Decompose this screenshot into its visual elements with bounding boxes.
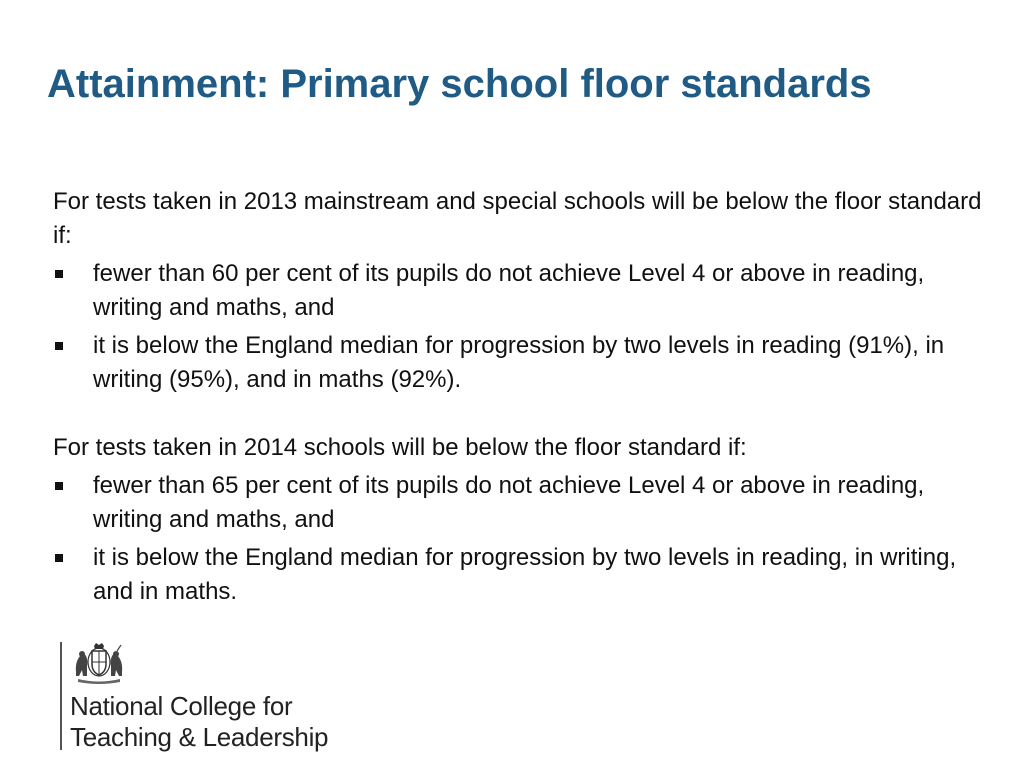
bullet-list-2013: [53, 257, 983, 397]
section-spacer: [53, 401, 983, 431]
organization-logo: [60, 642, 390, 752]
logo-text-line1: National College for: [70, 691, 293, 721]
bullet-text: it is below the England median for progression by two levels in reading (91%), in writing (95%), and in maths (92%).: [93, 332, 945, 393]
bullet-list-2014: [53, 469, 983, 609]
bullet-text: it is below the England median for progression by two levels in reading, in writing, and in maths.: [93, 544, 957, 605]
bullet-text: fewer than 60 per cent of its pupils do not achieve Level 4 or above in reading, writing and maths, and: [93, 260, 925, 321]
intro-2014: For tests taken in 2014 schools will be below the floor standard if:: [53, 434, 747, 461]
slide-title: Attainment: Primary school floor standards: [47, 62, 872, 106]
square-bullet-icon: [55, 482, 63, 490]
intro-2013: For tests taken in 2013 mainstream and special schools will be below the floor standard if:: [53, 188, 982, 249]
slide-body: [53, 185, 983, 613]
list-item: [53, 469, 983, 537]
square-bullet-icon: [55, 270, 63, 278]
bullet-text: fewer than 65 per cent of its pupils do not achieve Level 4 or above in reading, writing and maths, and: [93, 472, 925, 533]
royal-coat-of-arms-icon: [70, 642, 128, 684]
logo-divider: [60, 642, 62, 750]
list-item: [53, 257, 983, 325]
square-bullet-icon: [55, 554, 63, 562]
logo-text-line2: Teaching & Leadership: [70, 722, 329, 752]
list-item: [53, 541, 983, 609]
square-bullet-icon: [55, 342, 63, 350]
list-item: [53, 329, 983, 397]
